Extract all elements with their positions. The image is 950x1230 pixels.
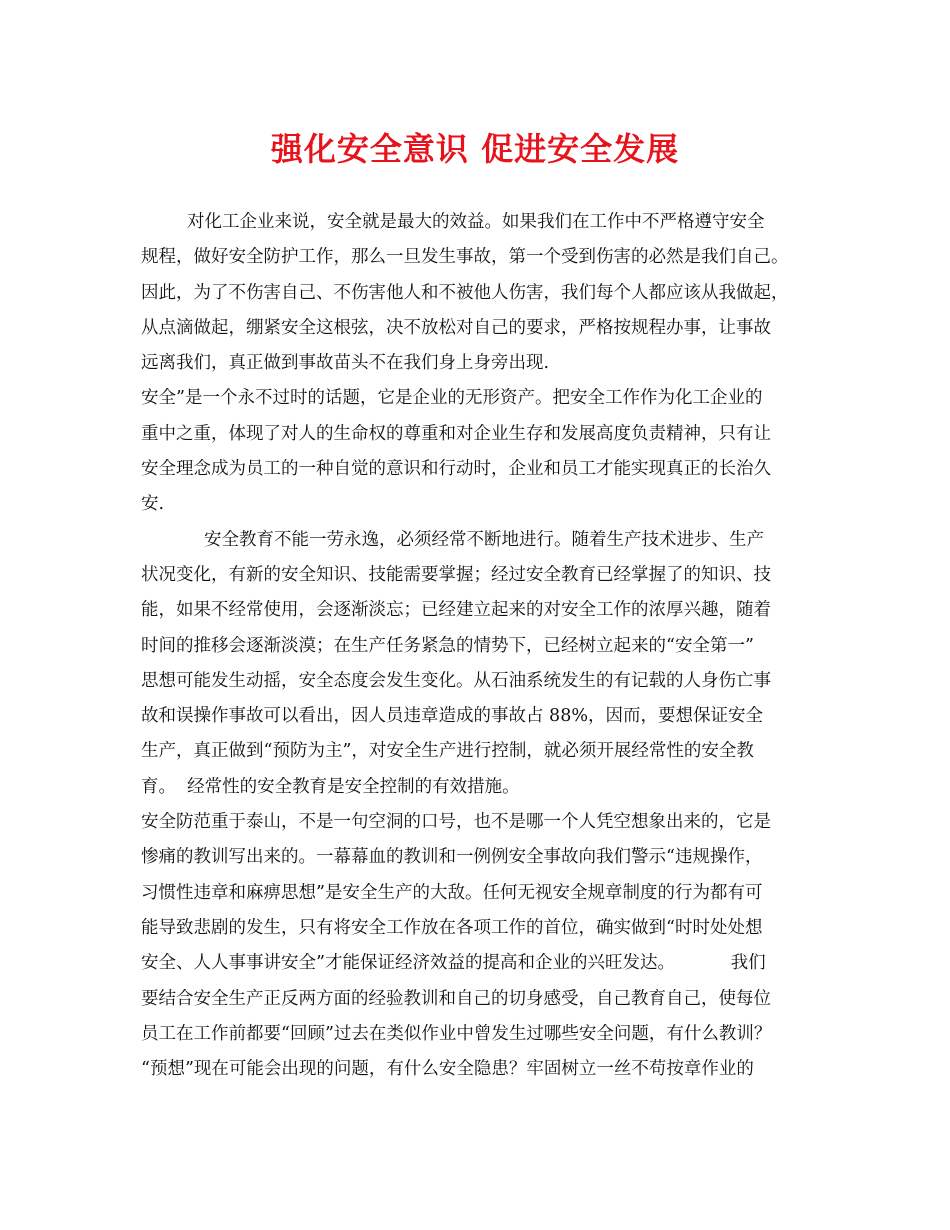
text-line: 安全”是一个永不过时的话题，它是企业的无形资产。把安全工作作为化工企业的 [141,388,763,409]
text-line: 故和误操作事故可以看出，因人员违章造成的事故占 88%，因而，要想保证安全 [141,706,763,727]
text-line: 能导致悲剧的发生，只有将安全工作放在各项工作的首位，确实做到“时时处处想 [141,917,763,938]
text-line: 重中之重，体现了对人的生命权的尊重和对企业生存和发展高度负责精神，只有让 [141,423,771,444]
text-line: 状况变化，有新的安全知识、技能需要掌握；经过安全教育已经掌握了的知识、技 [141,564,771,585]
text-line: 因此，为了不伤害自己、不伤害他人和不被他人伤害，我们每个人都应该从我做起， [141,282,789,303]
text-line: 安全理念成为员工的一种自觉的意识和行动时，企业和员工才能实现真正的长治久 [141,459,771,480]
text-line: 安. [141,494,165,515]
text-line: 远离我们，真正做到事故苗头不在我们身上身旁出现. [141,353,550,374]
text-line: 安全教育不能一劳永逸，必须经常不断地进行。随着生产技术进步、生产 [204,529,764,550]
text-line: “预想”现在可能会出现的问题，有什么安全隐患？牢固树立一丝不苟按章作业的 [141,1059,754,1080]
text-line: 从点滴做起，绷紧安全这根弦，决不放松对自己的要求，严格按规程办事，让事故 [141,317,771,338]
document-body [141,205,833,1087]
text-line: 生产，真正做到“预防为主”，对安全生产进行控制，就必须开展经常性的安全教 [141,741,754,762]
text-line: 惨痛的教训写出来的。一幕幕血的教训和一例例安全事故向我们警示“违规操作， [141,847,763,868]
text-line: 习惯性违章和麻痹思想”是安全生产的大敌。任何无视安全规章制度的行为都有可 [141,882,763,903]
text-line: 要结合安全生产正反两方面的经验教训和自己的切身感受，自己教育自己，使每位 [141,988,771,1009]
document-title: 强化安全意识 促进安全发展 [270,130,680,168]
text-line: 规程，做好安全防护工作，那么一旦发生事故，第一个受到伤害的必然是我们自己。 [141,247,789,268]
text-line: 思想可能发生动摇，安全态度会发生变化。从石油系统发生的有记载的人身伤亡事 [141,670,771,691]
text-line: 安全防范重于泰山，不是一句空洞的口号，也不是哪一个人凭空想象出来的，它是 [141,812,771,833]
text-line: 安全、人人事事讲安全”才能保证经济效益的提高和企业的兴旺发达。 我们 [141,953,766,974]
text-line: 对化工企业来说，安全就是最大的效益。如果我们在工作中不严格遵守安全 [187,212,765,232]
text-line: 员工在工作前都要“回顾”过去在类似作业中曾发生过哪些安全问题，有什么教训？ [141,1023,772,1044]
text-line: 育。 经常性的安全教育是安全控制的有效措施。 [141,776,520,797]
text-line: 时间的推移会逐渐淡漠；在生产任务紧急的情势下，已经树立起来的“安全第一” [141,635,754,656]
text-line: 能，如果不经常使用，会逐渐淡忘；已经建立起来的对安全工作的浓厚兴趣，随着 [141,600,771,621]
